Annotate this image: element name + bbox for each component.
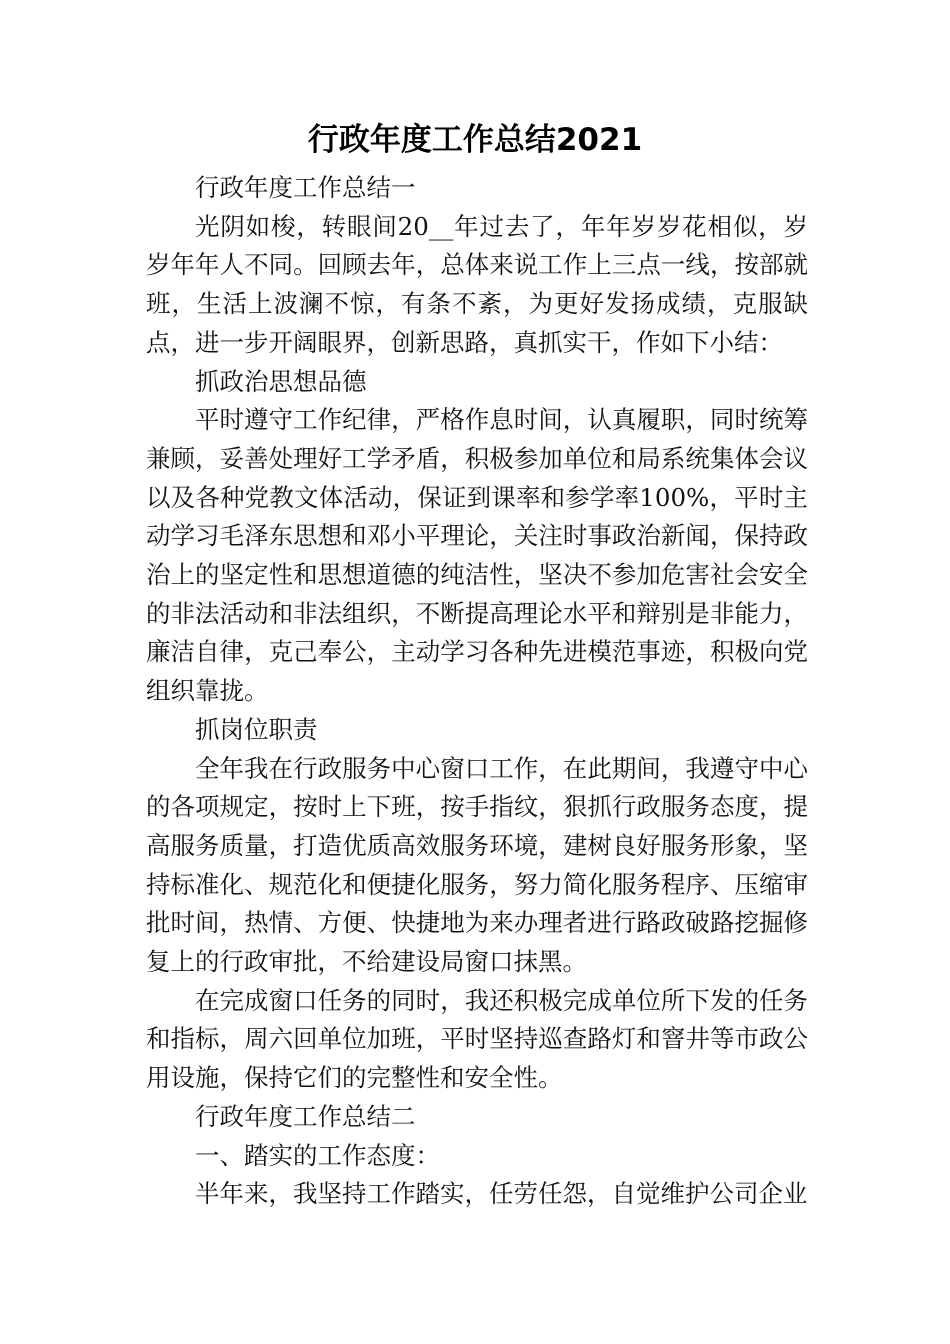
paragraph-intro: 光阴如梭，转眼间20__年过去了，年年岁岁花相似，岁岁年年人不同。回顾去年，总体来说工作上三点一线，按部就班，生活上波澜不惊，有条不紊，为更好发扬成绩，克服缺点，进一步开阔眼界，创新思路，真抓实干，作如下小结： [146,211,808,357]
paragraph-extra-tasks: 在完成窗口任务的同时，我还积极完成单位所下发的任务和指标，周六回单位加班，平时坚持巡查路灯和窨井等市政公用设施，保持它们的完整性和安全性。 [146,985,808,1093]
subheading-work-attitude: 一、踏实的工作态度： [195,1140,440,1170]
section-heading-summary-two: 行政年度工作总结二 [195,1101,416,1131]
section-heading-job-duties: 抓岗位职责 [195,714,318,744]
paragraph-political-thought: 平时遵守工作纪律，严格作息时间，认真履职，同时统筹兼顾，妥善处理好工学矛盾，积极参加单位和局系统集体会议以及各种党教文体活动，保证到课率和参学率100%，平时主动学习毛泽东思想和邓小平理论，关注时事政治新闻，保持政治上的坚定性和思想道德的纯洁性，坚决不参加危害社会安全的非法活动和非法组织，不断提高理论水平和辩别是非能力，廉洁自律，克己奉公，主动学习各种先进模范事迹，积极向党组织靠拢。 [146,405,808,706]
section-heading-summary-one: 行政年度工作总结一 [195,173,416,202]
document-title: 行政年度工作总结2021 [307,122,643,158]
paragraph-work-attitude: 半年来，我坚持工作踏实，任劳任怨，自觉维护公司企业 [195,1179,808,1209]
paragraph-job-duties: 全年我在行政服务中心窗口工作，在此期间，我遵守中心的各项规定，按时上下班，按手指纹，狠抓行政服务态度，提高服务质量，打造优质高效服务环境，建树良好服务形象，坚持标准化、规范化和便捷化服务，努力简化服务程序、压缩审批时间，热情、方便、快捷地为来办理者进行路政破路挖掘修复上的行政审批，不给建设局窗口抹黑。 [146,753,808,977]
document-body [146,169,808,1214]
section-heading-political-thought: 抓政治思想品德 [195,366,367,396]
